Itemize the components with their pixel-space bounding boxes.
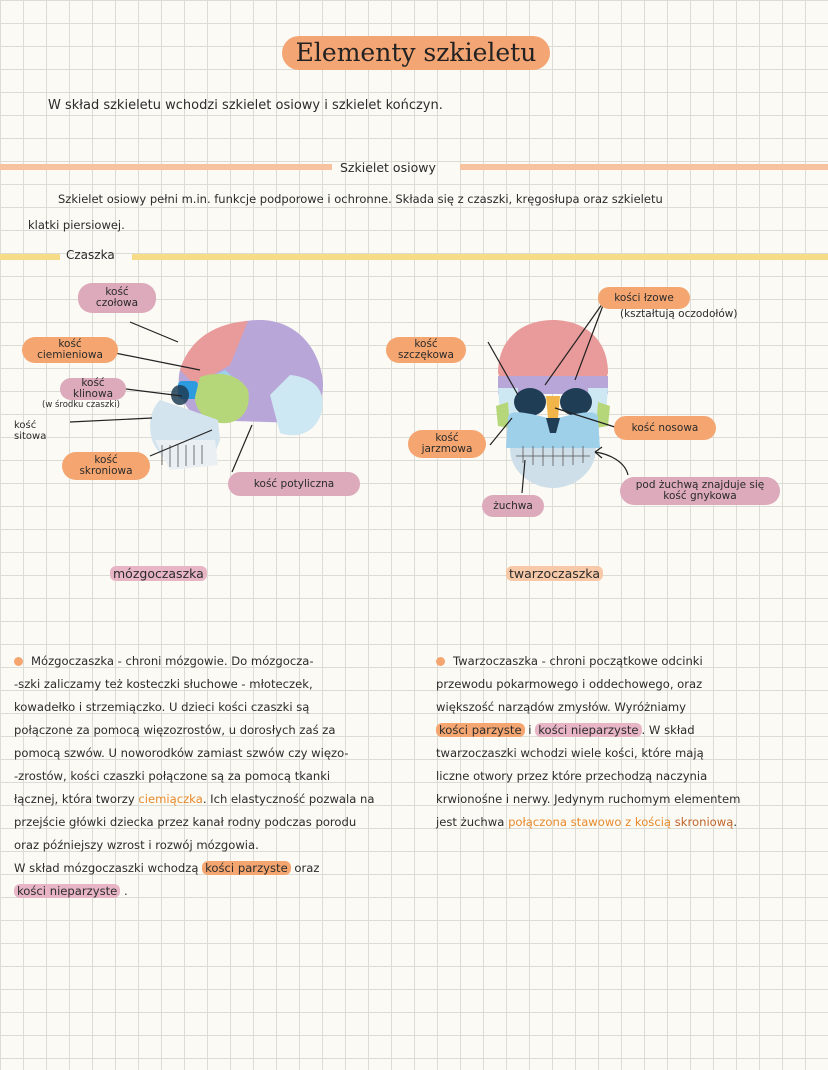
para-right-line7: krwionośne i nerwy. Jedynym ruchomym elementem: [436, 792, 741, 806]
label-zuchwa: żuchwa: [482, 495, 544, 517]
skull-heading: Czaszka: [66, 248, 115, 262]
para-left-line3: kowadełko i strzemiączko. U dzieci kości czaszki są: [14, 700, 310, 714]
divider-left: [0, 164, 332, 170]
para-right-line2: przewodu pokarmowego i oddechowego, oraz: [436, 677, 703, 691]
label-kosc-ciemieniowa: kość ciemieniowa: [22, 337, 118, 363]
label-kosc-jarzmowa: kość jarzmowa: [408, 430, 486, 458]
bullet-icon: [436, 657, 445, 666]
skull-divider-right: [132, 254, 828, 260]
bullet-icon: [14, 657, 23, 666]
label-klinowa-note: (w środku czaszki): [42, 400, 120, 410]
para-right-line4: kości parzyste i kości nieparzyste . W skład: [436, 719, 826, 742]
highlight-kosci-nieparzyste-right: kości nieparzyste: [535, 723, 641, 737]
divider-right: [460, 164, 828, 170]
highlight-ciemiaczka: ciemiączka: [138, 792, 203, 806]
label-kosc-skroniowa: kość skroniowa: [62, 452, 150, 480]
mozgoczaszka-paragraph: [14, 650, 424, 903]
axial-text-line1: Szkielet osiowy pełni m.in. funkcje podporowe i ochronne. Składa się z czaszki, kręgosłupa oraz szkieletu: [58, 192, 663, 206]
caption-twarzoczaszka: twarzoczaszka: [506, 566, 603, 581]
para-right-line5: twarzoczaszki wchodzi wiele kości, które mają: [436, 746, 704, 760]
para-left-line1: Mózgoczaszka - chroni mózgowie. Do mózgoczа-: [14, 650, 424, 673]
para-left-line4: połączone za pomocą więzozrostów, u dorosłych zaś za: [14, 723, 336, 737]
skull-divider-left: [0, 254, 60, 260]
highlight-kosci-nieparzyste: kości nieparzyste: [14, 884, 120, 898]
label-kosci-lzowe: kości łzowe: [598, 287, 690, 309]
para-left-line11: kości nieparzyste .: [14, 880, 424, 903]
para-right-line6: liczne otwory przez które przechodzą naczynia: [436, 769, 708, 783]
twarzoczaszka-paragraph: [436, 650, 826, 834]
para-right-line1: Twarzoczaszka - chroni początkowe odcinki: [436, 650, 826, 673]
para-left-line2: -szki zaliczamy też kosteczki słuchowe - młoteczek,: [14, 677, 313, 691]
intro-text: W skład szkieletu wchodzi szkielet osiowy i szkielet kończyn.: [48, 98, 443, 113]
para-left-line6: -zrostów, kości czaszki połączone są za pomocą tkanki: [14, 769, 331, 783]
page-title: Elementy szkieletu: [282, 36, 550, 70]
label-kosc-potyliczna: kość potyliczna: [228, 472, 360, 496]
para-right-line8: jest żuchwa połączona stawowo z kością skroniową.: [436, 815, 738, 829]
axial-heading: Szkielet osiowy: [340, 160, 436, 175]
highlight-skroniowa: skroniową: [671, 815, 734, 829]
para-left-line10: W skład mózgoczaszki wchodzą kości parzyste oraz: [14, 861, 320, 875]
highlight-kosci-parzyste-right: kości parzyste: [436, 723, 525, 737]
para-left-line9: oraz późniejszy wzrost i rozwój mózgowia.: [14, 838, 259, 852]
label-kosc-czolowa: kość czołowa: [78, 283, 156, 313]
label-kosc-gnykowa: pod żuchwą znajduje się kość gnykowa: [620, 477, 780, 505]
highlight-polaczona: połączona stawowo z kością: [508, 815, 672, 829]
label-kosc-nosowa: kość nosowa: [614, 416, 716, 440]
caption-mozgoczaszka: mózgoczaszka: [110, 566, 207, 581]
left-label-lines: [0, 300, 330, 480]
axial-text-line2: klatki piersiowej.: [28, 218, 125, 232]
label-kosc-klinowa: kość klinowa: [60, 378, 126, 400]
label-kosc-szczekowa: kość szczękowa: [386, 337, 466, 363]
label-lzowe-note: (kształtują oczodołów): [620, 308, 738, 320]
para-left-line8: przejście główki dziecka przez kanał rodny podczas porodu: [14, 815, 357, 829]
para-right-line3: większość narządów zmysłów. Wyróżniamy: [436, 700, 686, 714]
label-kosc-sitowa: kość sitowa: [14, 420, 47, 442]
para-left-line5: pomocą szwów. U noworodków zamiast szwów czy więzo-: [14, 746, 349, 760]
highlight-kosci-parzyste: kości parzyste: [202, 861, 291, 875]
para-left-line7: łącznej, która tworzy ciemiączka. Ich elastyczność pozwala na: [14, 792, 375, 806]
